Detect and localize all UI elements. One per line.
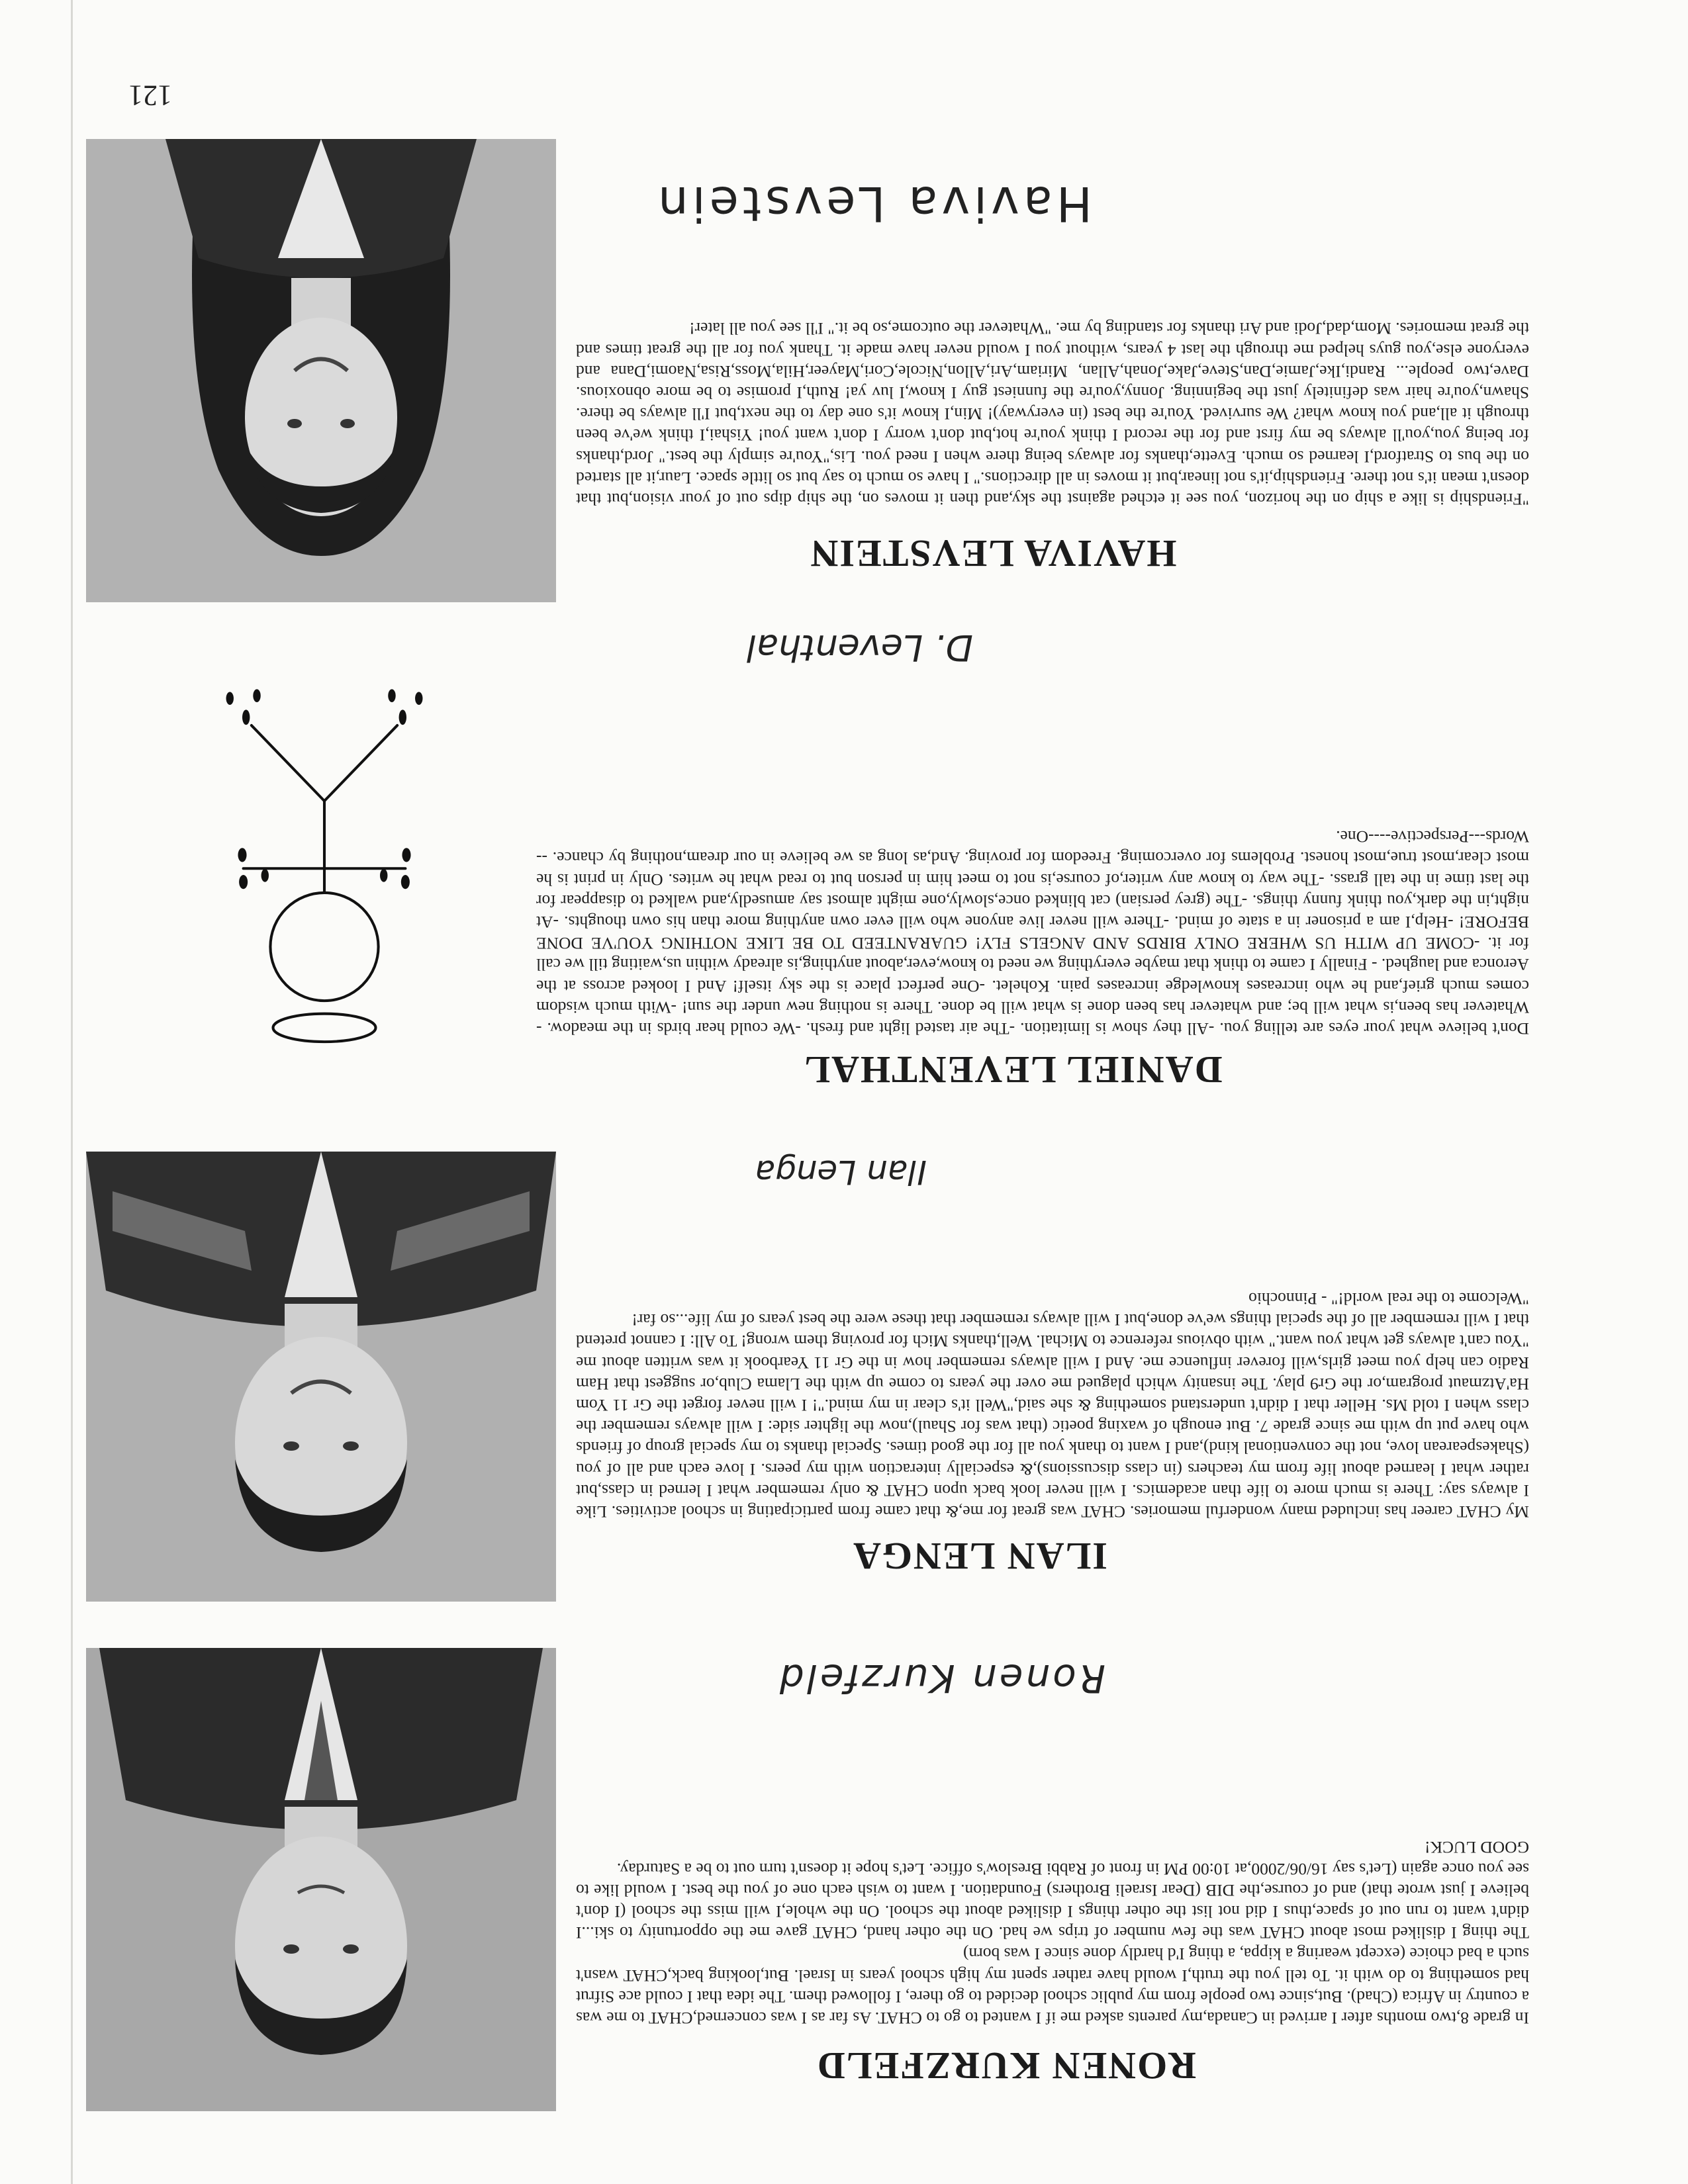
student-section-daniel	[0, 615, 1688, 1092]
doodle-figure-icon	[119, 649, 530, 1072]
student-bio: In grade 8,two months after I arrived in Canada,my parents asked me if I wanted to go to CHAT. As far as I was concerned,CHAT to me was a country in Africa (Chad). But,since two people from my public school decided to go there, I followed them. The idea that I could ace Sifrut had something to do with it. To tell you the truth,I would have rather spent my high school years in Israel. But,looking back,CHAT wasn't such a bad choice (except wearing a kippa, a thing I'd hardly done since I was born) The thing I disliked most about CHAT was the few number of trips we had. On the other hand, CHAT gave me the opportunity to ski...I didn't want to run out of space,thus I did not list the other things I disliked about the school. On the whole,I will miss the school (I don't believe I just wrote that) and of course,the DIB (Dear Israeli Brothers) Foundation. I want to wish each one of you the best. I would like to see you once again (Let's say 16/06/2000,at 10:00 PM in front of Rabbi Breslow's office. Let's hope it doesn't turn out to be a Saturday. GOOD LUCK!	[576, 1838, 1529, 2028]
student-photo	[86, 1648, 556, 2111]
student-signature: D. Leventhal	[746, 627, 973, 668]
student-section-ilan	[0, 1099, 1688, 1602]
student-name: DANIEL LEVENTHAL	[803, 1048, 1223, 1091]
student-photo	[86, 139, 556, 602]
student-bio: My CHAT career has included many wonderful memories. CHAT was great for me,& that came from participating in school activities. Like I always say: There is much more to life than academics. I will never look back upon CHAT & only remember what I lerned in class,but rather what I learned about life from my teachers (in class discussions),& especially interaction with my peers. I love each and all of you (Shakespearean love, not the conventional kind),and I want to thank you all for the good times. Special thanks to my special group of friends who have put up with me since grade 7. But enough of waxing poetic (that was for Shaul),now the lighter side: I will always remember the class when I told Ms. Heller that I didn't understand something & she said,"Well it's clear in my mind."! I will never forget the Gr 11 Yom Ha'Atzmaut program,or the Gr9 play. The insanity which plagued me over the years to come up with the Llama Club,or suggest that Ham Radio can help you meet girls,will forever influence me. And I will always remember how in the Gr 11 Yearbook it was written about me "You can't always get what you want." with obvious reference to Michal. Well,thanks Mich for proving them wrong! To All: I cannot pretend that I will remember all of the special things we've done,but I will always remember that these were the best years of my life...so far! "Welcome to the real world!" - Pinnochio	[576, 1289, 1529, 1522]
portrait-boy-icon	[86, 1152, 556, 1602]
student-name: HAVIVA LEVSTEIN	[809, 532, 1177, 575]
student-name: ILAN LENGA	[852, 1535, 1107, 1578]
student-photo	[86, 1152, 556, 1602]
student-signature: Ilan Lenga	[755, 1153, 927, 1191]
page-number: 121	[128, 79, 172, 112]
student-section-haviva	[0, 126, 1688, 602]
student-bio: "Friendship is like a ship on the horizon, you see it etched against the sky,and then it moves on, the ship dips out of your vision,but that doesn't mean it's not there. Friendship,it's not linear,but it moves in all directions." I have so much to say but so little space. Laur,it all started on the bus to Stratford,I learned so much. Evette,thanks for always being there when I need you. Lis,"You're simply the best." Jord,thanks for being you,you'll always be my first and for the record I think you're hot,but don't worry I don't want you! Yishai,I think we've been through it all,and you know what? We survived. You're the best (in everyway)! Min,I know it's one day to the next,but I'll always be there. Shawn,you're hair was definitely just the beginning. Jonny,you're the funniest guy I know,I luv ya! Ruth,I promise to be more obnoxious. Dave,two people... Randi,Ike,Jamie,Dan,Steve,Jake,Jonah,Allan, Miriam,Ari,Allon,Nicole,Cori,Mayeer,Hila,Moss,Risa,Naomi,Dana and everyone else,you guys helped me through the last 4 years, without you I would never have made it. Thank you for all the great times and the great memories. Mom,dad,Jodi and Ari thanks for standing by me. "Whatever the outcome,so be it." I'll see you all later!	[576, 319, 1529, 509]
portrait-girl-icon	[86, 139, 556, 602]
portrait-boy-icon	[86, 1648, 556, 2111]
student-bio: Don't believe what your eyes are telling you. -All they show is limitation. -The air tasted light and fresh. -We could hear birds in the meadow. -Whatever has been,is what will be; and whatever has been done is what will be done. There is nothing new under the sun! -With much wisdom comes much grief,and he who increases knowledge increases pain. Kohelet. -One perfect place is the sky itself! And I looked across at the Aeronca and laughed. - Finally I came to think that maybe everything we need to know,ever,about anything,is already within us,waiting till we call for it. -COME UP WITH US WHERE ONLY BIRDS AND ANGELS FLY! GUARANTEED TO BE LIKE NOTHING YOU'VE DONE BEFORE! -Help,I am a prisoner in a state of mind. -There will never live anyone who will ever own anything more than his own thoughts. -At night,in the dark,you think funny things. -The (grey persian) cat blinked once,slowly,one might almost say amusedly,and walked to disappear for the last time in the tall grass. -The way to know any writer,of course,is not to meet him in person but to read what he writes. Only in print is he most clear,most true,most honest. Problems for overcoming. Freedom for proving. And,as long as we believe in our dream,nothing by chance. --Words---Perspective----One.	[536, 827, 1529, 1038]
student-signature: Ronen Kurzfeld	[777, 1656, 1105, 1701]
student-name: RONEN KURZFELD	[816, 2044, 1197, 2087]
student-section-ronen	[0, 1608, 1688, 2111]
student-signature: Haviva Levstein	[654, 176, 1092, 232]
